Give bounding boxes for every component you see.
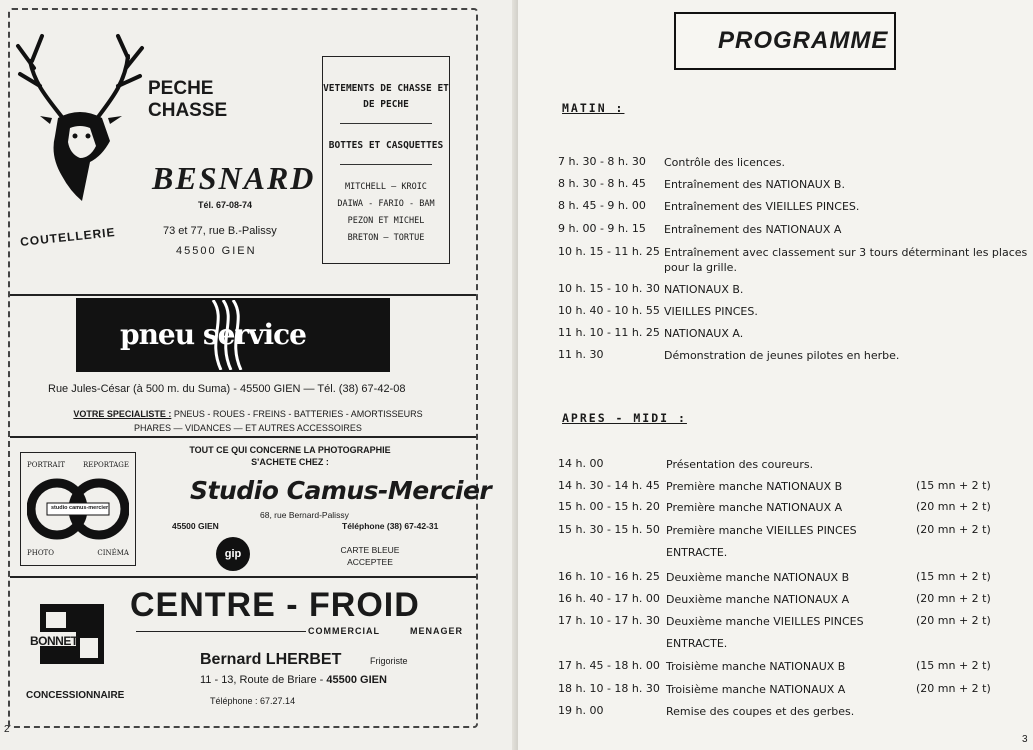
specialist-items-2: PHARES — VIDANCES — ET AUTRES ACCESSOIRES [134,423,362,433]
schedule-description: Deuxième manche NATIONAUX B [666,571,850,584]
schedule-description: VIEILLES PINCES. [664,305,758,318]
studio-heading-2: S'ACHETE CHEZ : [251,457,329,467]
schedule-time: 15 h. 30 - 15 h. 50 [558,523,660,536]
schedule-time: 18 h. 10 - 18 h. 30 [558,682,660,695]
besnard-city: 45500 GIEN [176,245,257,257]
page-number-left: 2 [4,724,10,735]
apres-midi-heading: APRES - MIDI : [562,411,687,425]
bonnet-logo-text: BONNET [30,634,78,648]
page-number-right: 3 [1022,734,1028,745]
schedule-duration: (15 mn + 2 t) [916,479,991,492]
froid-menager: MENAGER [410,626,464,636]
logo-reportage: REPORTAGE [82,461,129,469]
ad-divider [10,436,476,438]
schedule-time: 16 h. 40 - 17 h. 00 [558,592,660,605]
gip-badge: gip [216,537,250,571]
schedule-time: 17 h. 10 - 17 h. 30 [558,614,660,627]
studio-address: 68, rue Bernard-Palissy [260,510,349,520]
ad-divider [10,294,476,296]
schedule-time: 17 h. 45 - 18 h. 00 [558,659,660,672]
schedule-description: NATIONAUX A. [664,327,744,340]
schedule-description: Remise des coupes et des gerbes. [666,705,855,718]
brand-line: PEZON ET MICHEL [347,216,425,226]
froid-address [200,674,387,686]
schedule-time: 19 h. 00 [558,704,604,717]
centre-froid-title: CENTRE - FROID [130,586,420,624]
specialist-items: PNEUS - ROUES - FREINS - BATTERIES - AMORTISSEURS [173,409,423,419]
studio-city: 45500 GIEN [172,521,219,531]
vetements-title: VETEMENTS DE CHASSE ET DE PECHE [323,83,449,110]
logo-cinema: CINÉMA [97,549,129,557]
schedule-description: ENTRACTE. [666,546,728,559]
schedule-description: Contrôle des licences. [664,156,785,169]
schedule-time: 10 h. 15 - 10 h. 30 [558,282,660,295]
schedule-description: Deuxième manche VIEILLES PINCES [666,615,864,628]
logo-portrait: PORTRAIT [27,461,66,469]
schedule-duration: (15 mn + 2 t) [916,570,991,583]
programme-title: PROGRAMME [718,27,889,54]
schedule-duration: (20 mn + 2 t) [916,614,991,627]
brand-line: BRETON — TORTUE [347,233,425,243]
studio-logo [20,452,136,566]
schedule-description: Première manche VIEILLES PINCES [666,524,857,537]
box-divider [340,123,432,124]
schedule-description: Présentation des coureurs. [666,458,814,471]
stag-head-icon [10,6,145,206]
schedule-time: 11 h. 10 - 11 h. 25 [558,326,660,339]
besnard-headline [148,78,227,122]
froid-phone: Téléphone : 67.27.14 [210,696,296,706]
address-city: 45500 GIEN [326,674,387,686]
coutellerie-label: COUTELLERIE [19,225,117,249]
froid-owner: Bernard LHERBET [200,651,342,668]
schedule-description: Entraînement des VIEILLES PINCES. [664,200,860,213]
brand-line: MITCHELL — KROIC [345,182,427,192]
vetements-subtitle: BOTTES ET CASQUETTES [328,140,444,151]
pneu-service-text: pneu service [120,318,306,351]
schedule-time: 15 h. 00 - 15 h. 20 [558,500,660,513]
schedule-description: Troisième manche NATIONAUX A [666,683,846,696]
studio-phone: Téléphone (38) 67-42-31 [342,521,439,531]
schedule-time: 8 h. 30 - 8 h. 45 [558,177,646,190]
brand-list [323,179,449,247]
schedule-time: 16 h. 10 - 16 h. 25 [558,570,660,583]
pneu-specialist [48,407,448,435]
vetements-box [322,56,450,264]
logo-center-text: studio camus-mercier [51,505,109,511]
schedule-description: Première manche NATIONAUX A [666,501,843,514]
schedule-duration: (20 mn + 2 t) [916,523,991,536]
pneu-address: Rue Jules-César (à 500 m. du Suma) - 45500 GIEN — Tél. (38) 67-42-08 [48,383,406,395]
schedule-description: NATIONAUX B. [664,283,744,296]
headline-peche: PECHE [148,78,214,99]
logo-photo: PHOTO [27,549,54,557]
schedule-time: 9 h. 00 - 9 h. 15 [558,222,646,235]
studio-heading [150,444,430,468]
schedule-description: Première manche NATIONAUX B [666,480,843,493]
schedule-time: 14 h. 30 - 14 h. 45 [558,479,660,492]
box-divider [340,164,432,165]
schedule-time: 8 h. 45 - 9 h. 00 [558,199,646,212]
schedule-description: Démonstration de jeunes pilotes en herbe. [664,349,900,362]
headline-chasse: CHASSE [148,100,228,121]
schedule-time: 10 h. 40 - 10 h. 55 [558,304,660,317]
ad-divider [10,576,476,578]
specialist-label: VOTRE SPECIALISTE : [73,409,172,419]
schedule-time: 14 h. 00 [558,457,604,470]
matin-heading: MATIN : [562,101,625,115]
schedule-description: Deuxième manche NATIONAUX A [666,593,850,606]
schedule-time: 10 h. 15 - 11 h. 25 [558,245,660,258]
schedule-time: 7 h. 30 - 8 h. 30 [558,155,646,168]
carte-2: ACCEPTEE [347,557,393,567]
title-underline [136,631,306,632]
froid-owner-title: Frigoriste [370,656,408,666]
schedule-description: Entraînement avec classement sur 3 tours déterminant les places pour la grille. [664,246,1028,274]
schedule-time: 11 h. 30 [558,348,604,361]
besnard-phone: Tél. 67-08-74 [198,200,253,210]
besnard-brand: BESNARD [152,160,316,196]
studio-heading-1: TOUT CE QUI CONCERNE LA PHOTOGRAPHIE [189,445,391,455]
schedule-duration: (20 mn + 2 t) [916,500,991,513]
schedule-description: Troisième manche NATIONAUX B [666,660,846,673]
schedule-description: ENTRACTE. [666,637,728,650]
schedule-duration: (20 mn + 2 t) [916,682,991,695]
besnard-address: 73 et 77, rue B.-Palissy [163,225,277,237]
froid-commercial: COMMERCIAL [308,626,380,636]
brand-line: DAIWA - FARIO - BAM [337,199,435,209]
schedule-description: Entraînement des NATIONAUX B. [664,178,845,191]
carte-bleue [320,544,420,568]
schedule-description: Entraînement des NATIONAUX A [664,223,842,236]
schedule-duration: (15 mn + 2 t) [916,659,991,672]
studio-name: Studio Camus-Mercier [190,476,492,505]
schedule-duration: (20 mn + 2 t) [916,592,991,605]
concessionnaire-label: CONCESSIONNAIRE [26,690,125,701]
carte-1: CARTE BLEUE [340,545,400,555]
address-street: 11 - 13, Route de Briare - [200,674,327,686]
